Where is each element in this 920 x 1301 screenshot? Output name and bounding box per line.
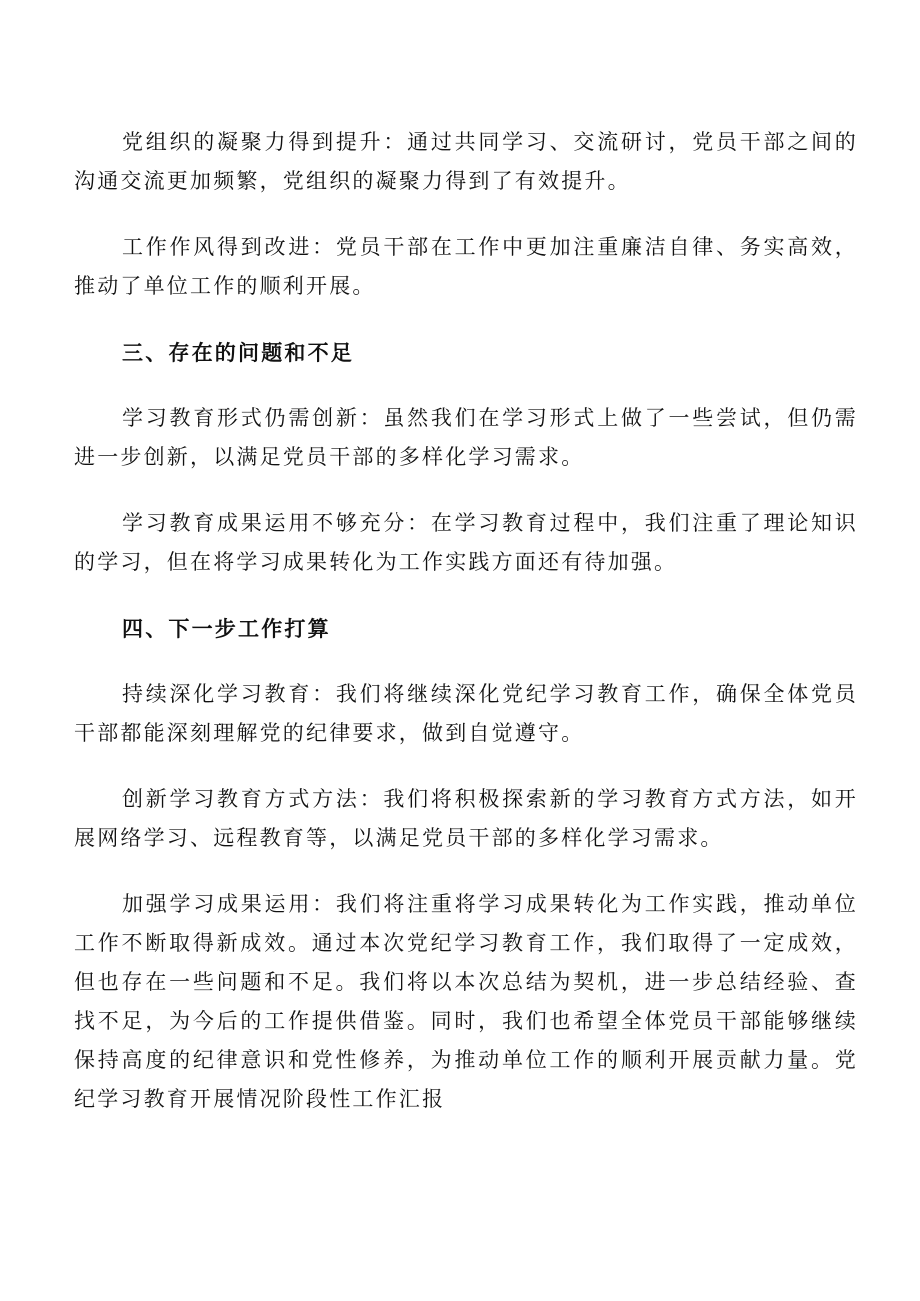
section-heading-next-steps: 四、下一步工作打算 — [122, 616, 331, 641]
paragraph-strengthen-application: 加强学习成果运用：我们将注重将学习成果转化为工作实践，推动单位工作不断取得新成效。通过本次党纪学习教育工作，我们取得了一定成效，但也存在一些问题和不足。我们将以本次总结为契机，进一步总结经验、查找不足，为今后的工作提供借鉴。同时，我们也希望全体党员干部能够继续保持高度的纪律意识和党性修养，为推动单位工作的顺利开展贡献力量。党纪学习教育开展情况阶段性工作汇报 — [74, 892, 858, 1111]
paragraph-work-style: 工作作风得到改进：党员干部在工作中更加注重廉洁自律、务实高效，推动了单位工作的顺利开展。 — [74, 235, 858, 298]
paragraph-innovate-methods: 创新学习教育方式方法：我们将积极探索新的学习教育方式方法，如开展网络学习、远程教育等，以满足党员干部的多样化学习需求。 — [74, 787, 858, 850]
document-body — [74, 123, 858, 1119]
paragraph-form-innovation: 学习教育形式仍需创新：虽然我们在学习形式上做了一些尝试，但仍需进一步创新，以满足党员干部的多样化学习需求。 — [74, 406, 858, 469]
section-heading-problems: 三、存在的问题和不足 — [122, 340, 354, 365]
paragraph-results-application: 学习教育成果运用不够充分：在学习教育过程中，我们注重了理论知识的学习，但在将学习成果转化为工作实践方面还有待加强。 — [74, 511, 858, 574]
paragraph-party-cohesion: 党组织的凝聚力得到提升：通过共同学习、交流研讨，党员干部之间的沟通交流更加频繁，党组织的凝聚力得到了有效提升。 — [74, 130, 858, 193]
paragraph-deepen-education: 持续深化学习教育：我们将继续深化党纪学习教育工作，确保全体党员干部都能深刻理解党的纪律要求，做到自觉遵守。 — [74, 682, 858, 745]
